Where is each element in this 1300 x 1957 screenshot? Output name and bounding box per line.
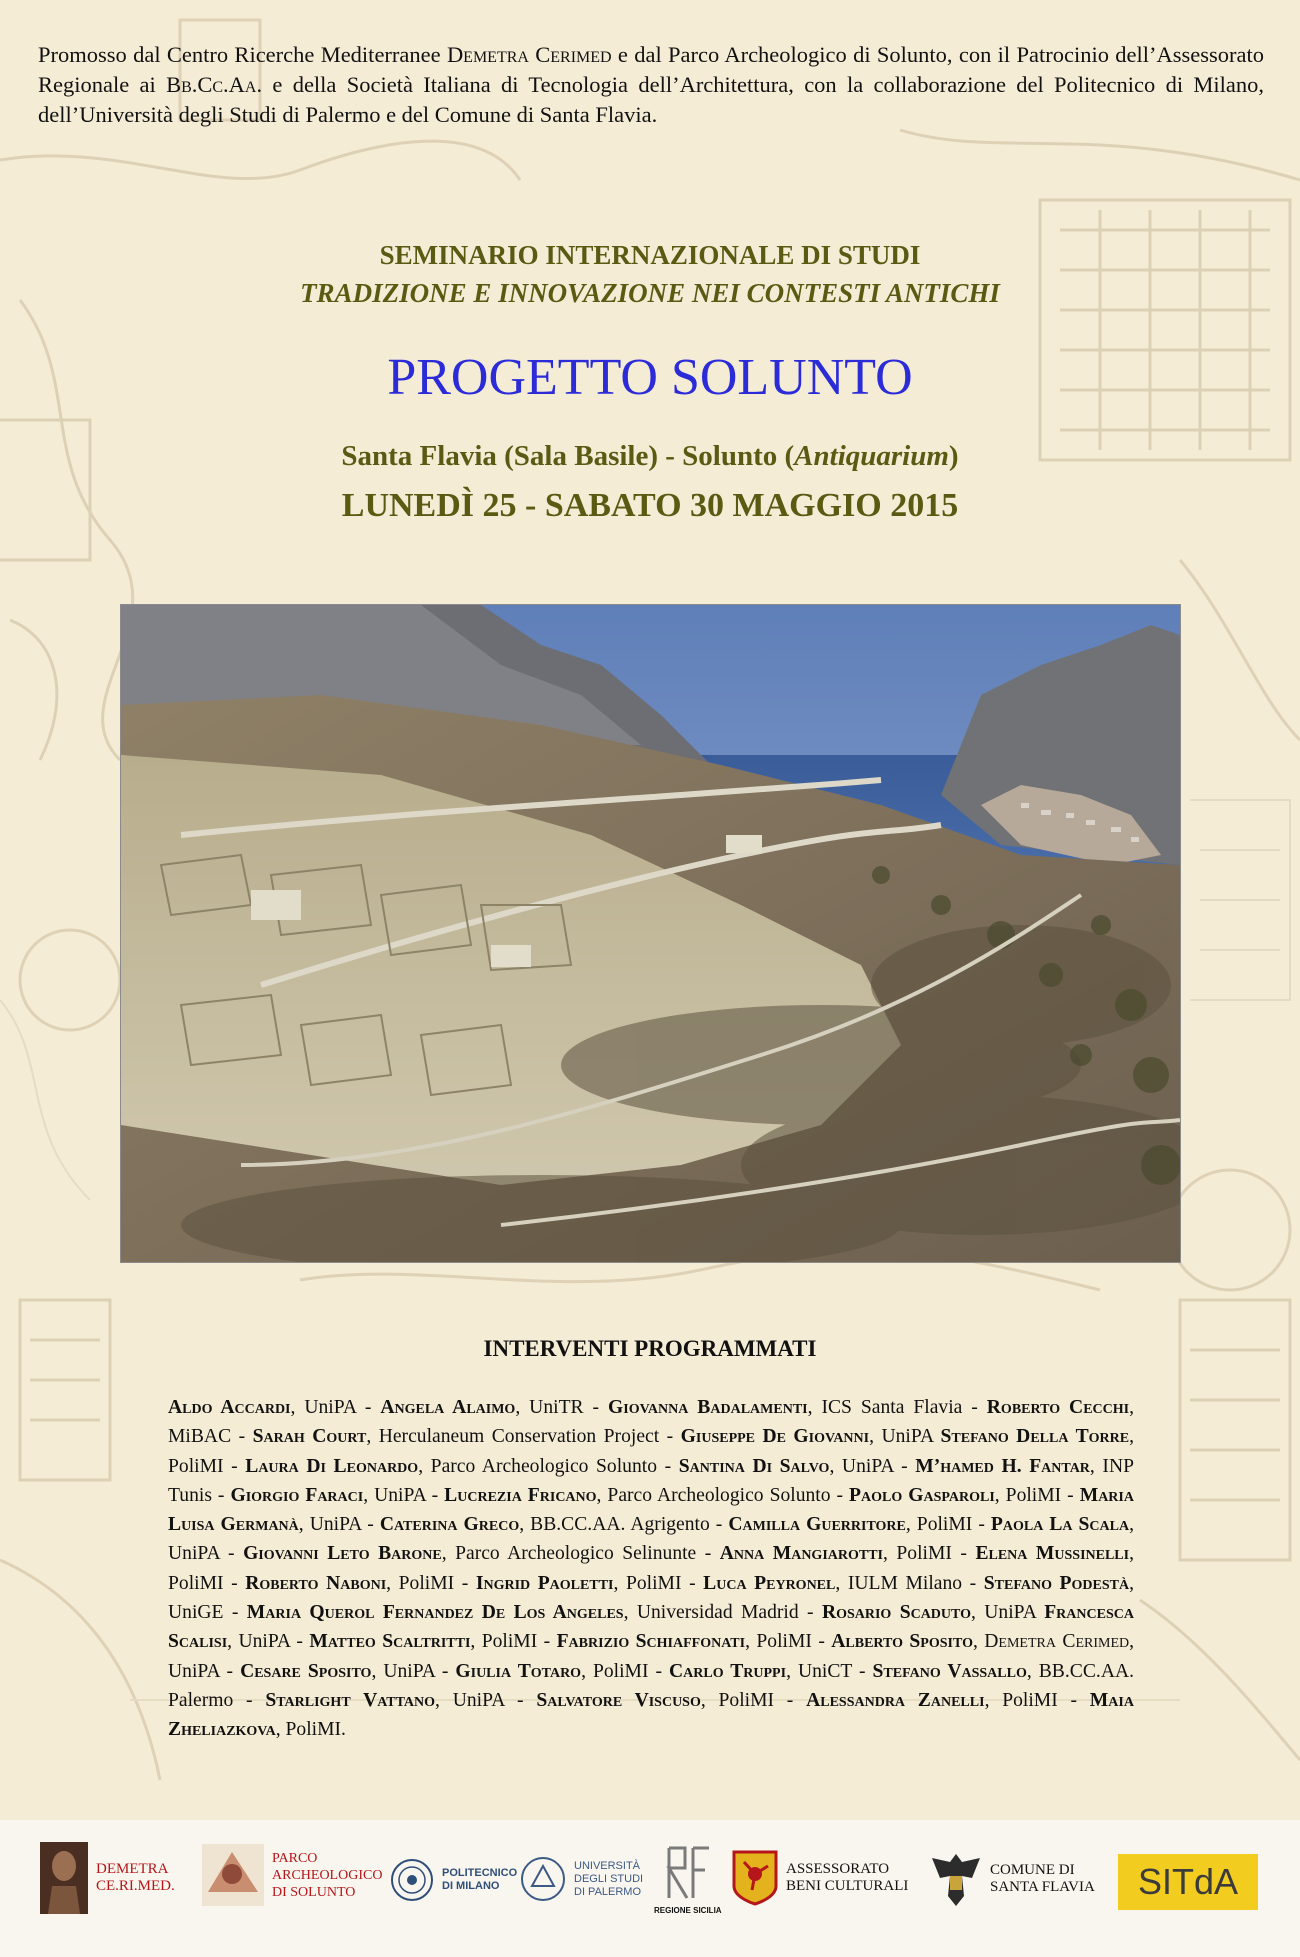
sponsor-logo-bar [0,1820,1300,1957]
comune-line2: SANTA FLAVIA [990,1879,1095,1895]
speaker-name: Santina Di Salvo [678,1455,830,1477]
speaker-affiliation: , PoliMI - [168,1426,1134,1477]
speaker-affiliation: , Parco Archeologico Solunto - [418,1455,679,1477]
speaker-name: Paola La Scala [990,1514,1130,1536]
speaker-name: Roberto Cecchi [986,1397,1130,1418]
speaker-name: Laura Di Leonardo [245,1455,419,1477]
speaker-name: Luca Peyronel [703,1572,836,1594]
speaker-affiliation: , ICS Santa Flavia - [807,1397,987,1418]
speaker-name: Giovanna Badalamenti [608,1397,808,1418]
speaker-name: Fabrizio Schiaffonati [556,1631,746,1653]
speaker-affiliation: , MiBAC - [168,1397,1134,1448]
speaker-name: Elena Mussinelli [975,1543,1130,1565]
speaker-name: Stefano Podestà [983,1572,1130,1594]
speaker-name: Camilla Guerritore [728,1514,906,1536]
speaker-affiliation: , UniPA - [290,1397,381,1418]
unipa-line1: UNIVERSITÀ [574,1859,641,1872]
speaker-name: Salvatore Viscuso [536,1689,701,1711]
unipa-seal-icon [520,1856,566,1902]
venue-close: ) [948,440,959,472]
logo-regione-sicilia [654,1842,722,1915]
logo-politecnico-milano [390,1858,517,1902]
demetra-bust-icon [40,1842,88,1914]
parco-line3: DI SOLUNTO [272,1884,356,1900]
speaker-affiliation: , UniPA - [168,1514,1134,1565]
polimi-line2: DI MILANO [442,1880,500,1892]
speaker-name: Carlo Truppi [668,1660,787,1682]
seminar-subheading: TRADIZIONE E INNOVAZIONE NEI CONTESTI ANTICHI [300,278,1000,308]
speaker-affiliation: , PoliMI - [168,1543,1134,1594]
speaker-name: Giulia Totaro [455,1660,582,1682]
assessorato-line2: BENI CULTURALI [786,1878,909,1894]
parco-line2: ARCHEOLOGICO [272,1867,383,1883]
speaker-name: Maria Luisa Germanà [168,1484,1134,1536]
solunto-landscape-photo [120,604,1181,1263]
speaker-name: Aldo Accardi [168,1397,291,1418]
intro-demetra-name: Demetra Cerimed [446,42,612,67]
speaker-affiliation: , BB.CC.AA. Palermo - [168,1660,1135,1711]
eagle-crest-icon [930,1848,982,1910]
speaker-affiliation: , UniPA - [227,1631,310,1653]
trinacria-icon [732,1850,778,1906]
speaker-affiliation: , UniPA - [829,1455,916,1477]
speaker-name: Anna Mangiarotti [719,1543,884,1565]
speaker-name: Roberto Naboni [245,1572,387,1594]
demetra-line2: CE.RI.MED. [96,1878,175,1894]
speaker-affiliation: , PoliMI - [905,1514,991,1536]
speaker-affiliation: , UniCT - [786,1660,873,1682]
speaker-affiliation: , PoliMI - [613,1572,704,1594]
demetra-line1: DEMETRA [96,1861,169,1877]
venue-antiquarium: Antiquarium [794,440,949,472]
speaker-affiliation: , UniPA - [371,1660,456,1682]
speaker-name: Giuseppe De Giovanni [680,1426,870,1448]
speaker-name: Maia Zheliazkova [168,1689,1134,1741]
speaker-affiliation: , UniPA [869,1426,941,1448]
event-dates: LUNEDÌ 25 - SABATO 30 MAGGIO 2015 [341,487,959,524]
speaker-name: Giovanni Leto Barone [243,1543,442,1565]
speaker-name: Angela Alaimo [380,1397,516,1418]
polimi-line1: POLITECNICO [442,1867,518,1879]
speakers-list [168,1393,1134,1745]
unipa-line2: DEGLI STUDI [574,1872,644,1885]
logo-sitda [1118,1854,1258,1910]
speaker-affiliation: , UniPA - [435,1689,537,1711]
speaker-name: Ingrid Paoletti [475,1572,614,1594]
speaker-affiliation: , Universidad Madrid - [623,1602,822,1624]
logo-universita-palermo [520,1856,643,1902]
sitda-label: SITdA [1118,1854,1258,1910]
regione-label: REGIONE SICILIA [654,1906,722,1915]
logo-parco-archeologico [202,1844,382,1906]
speaker-affiliation: , PoliMI - [470,1631,557,1653]
speaker-name: Giorgio Faraci [230,1484,364,1506]
speaker-affiliation: , UniPA - [168,1631,1135,1682]
speaker-affiliation: , UniTR - [515,1397,609,1418]
speaker-name: Stefano Vassallo [872,1660,1027,1682]
speaker-affiliation: , INP Tunis - [168,1455,1134,1506]
speaker-name: Starlight Vattano [265,1689,436,1711]
speaker-affiliation: , PoliMI - [700,1689,807,1711]
speaker-name: Lucrezia Fricano [444,1484,597,1506]
speaker-affiliation: , UniPA - [298,1514,380,1536]
assessorato-line1: ASSESSORATO [786,1861,890,1877]
speaker-affiliation: , UniPA [971,1602,1045,1624]
speaker-name: Maria Querol Fernandez De Los Angeles [246,1602,624,1624]
speaker-affiliation: , PoliMI. [275,1719,346,1741]
speaker-affiliation: , UniPA - [363,1484,445,1506]
speaker-affiliation: , UniGE - [168,1572,1134,1624]
speaker-affiliation: , Parco Archeologico Selinunte - [441,1543,720,1565]
logo-comune-santa-flavia [930,1848,1095,1910]
intro-text-3: e della Società Italiana di Tecnologia dell’Architettura, con la collaborazione del Politecnico di Milano, dell’Università degli Studi di Palermo e del Comune di Santa Flavia. [38,72,1264,127]
page-title: PROGETTO SOLUNTO [387,349,913,406]
speaker-affiliation: , BB.CC.AA. Agrigento - [519,1514,729,1536]
speaker-affiliation: , IULM Milano - [835,1572,984,1594]
venue-text: Santa Flavia (Sala Basile) - Solunto ( [341,440,795,472]
unipa-line3: DI PALERMO [574,1885,642,1898]
parco-mosaic-icon [202,1844,264,1906]
intro-text-2: e dal Parco Archeologico di Solunto, con il Patrocinio dell’Assessorato Regionale ai [38,42,1264,97]
speaker-affiliation: , PoliMI - [984,1689,1090,1711]
parco-line1: PARCO [272,1850,318,1866]
seminar-heading: SEMINARIO INTERNAZIONALE DI STUDI [379,240,921,270]
speaker-name: Cesare Sposito [240,1660,372,1682]
venue-line [0,440,1300,473]
polimi-seal-icon [390,1858,434,1902]
speaker-affiliation: , PoliMI - [745,1631,832,1653]
speaker-affiliation: , PoliMI - [386,1572,476,1594]
speaker-name: Demetra Cerimed [984,1631,1130,1653]
speaker-affiliation: , [972,1631,985,1653]
regione-rf-icon [663,1842,713,1904]
speaker-name: Alberto Sposito [831,1631,973,1653]
speaker-affiliation: , PoliMI - [581,1660,669,1682]
interventi-heading: INTERVENTI PROGRAMMATI [483,1336,817,1361]
speaker-affiliation: , PoliMI - [994,1484,1080,1506]
speaker-name: Francesca Scalisi [168,1602,1134,1653]
intro-bbccaa: Bb.Cc.Aa. [166,72,263,97]
logo-demetra [40,1842,175,1914]
speaker-affiliation: , Herculaneum Conservation Project - [366,1426,681,1448]
speaker-name: Stefano Della Torre [940,1426,1130,1448]
intro-paragraph [38,40,1264,130]
speaker-affiliation: , Parco Archeologico Solunto - [596,1484,850,1506]
speaker-name: Rosario Scaduto [821,1602,972,1624]
speaker-name: Caterina Greco [379,1514,520,1536]
logo-assessorato [732,1850,908,1906]
speaker-name: M’hamed H. Fantar [915,1455,1090,1477]
speaker-name: Alessandra Zanelli [806,1689,985,1711]
speaker-name: Matteo Scaltritti [309,1631,471,1653]
speaker-affiliation: , PoliMI - [883,1543,976,1565]
speaker-name: Sarah Court [252,1426,367,1448]
speaker-name: Paolo Gasparoli [849,1484,995,1506]
intro-text-1: Promosso dal Centro Ricerche Mediterranee [38,42,447,67]
comune-line1: COMUNE DI [990,1862,1075,1878]
